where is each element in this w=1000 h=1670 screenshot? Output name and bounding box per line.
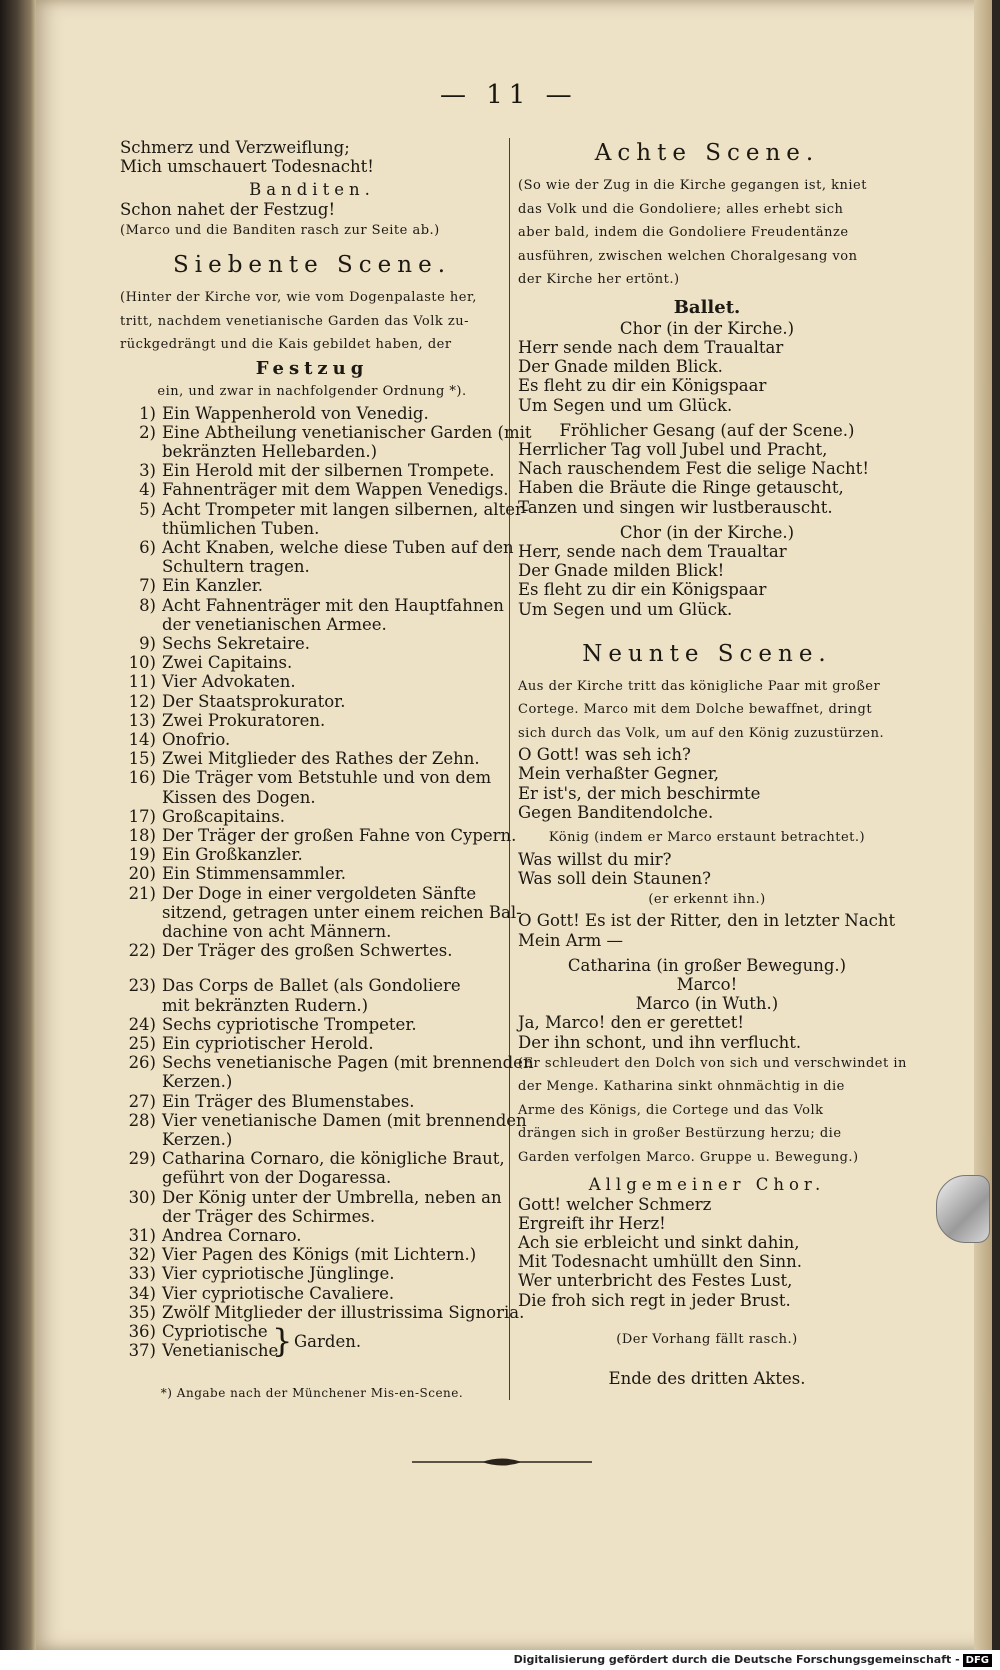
item-number: 5) <box>139 499 156 519</box>
speaker-froehlicher-gesang: Fröhlicher Gesang (auf der Scene.) <box>559 420 855 440</box>
stage-direction: Garden verfolgen Marco. Gruppe u. Bewegung.) <box>518 1149 859 1165</box>
ballet-heading: Ballet. <box>673 296 741 318</box>
item-number: 7) <box>139 576 156 596</box>
left-column <box>120 138 534 1401</box>
verse-line: Der Gnade milden Blick! <box>518 561 725 581</box>
stage-direction: der Menge. Katharina sinkt ohnmächtig in die <box>518 1079 845 1095</box>
speaker-marco: Marco (in Wuth.) <box>635 994 779 1014</box>
stage-direction: Aus der Kirche tritt das königliche Paar mit großer <box>518 678 881 694</box>
verse-line: Herr, sende nach dem Traualtar <box>518 541 787 561</box>
stage-direction: (Marco und die Banditen rasch zur Seite ab.) <box>120 222 440 238</box>
verse-line: O Gott! Es ist der Ritter, den in letzter Nacht <box>518 911 896 931</box>
speaker-chor: Chor (in der Kirche.) <box>619 318 795 338</box>
speaker-chor: Chor (in der Kirche.) <box>619 522 795 542</box>
item-text: Die Träger vom Betstuhle und von dem <box>162 768 492 788</box>
item-text: Venetianische <box>162 1341 279 1361</box>
item-number: 26) <box>128 1053 156 1073</box>
item-text: Vier Advokaten. <box>162 672 296 692</box>
stage-direction: (er erkennt ihn.) <box>648 891 766 907</box>
item-number: 29) <box>128 1149 156 1169</box>
stage-direction: der Kirche her ertönt.) <box>518 272 680 287</box>
item-text: Ein Wappenherold von Venedig. <box>162 403 429 423</box>
stage-direction: rückgedrängt und die Kais gebildet haben, der <box>120 337 452 353</box>
item-number: 34) <box>128 1283 156 1303</box>
item-number: 36) <box>128 1322 156 1342</box>
speaker-koenig: König (indem er Marco erstaunt betrachtet.) <box>548 830 866 846</box>
procession-item <box>120 442 504 461</box>
item-text: Ein Stimmensammler. <box>162 864 347 884</box>
procession-item <box>120 1034 504 1053</box>
stage-direction: (So wie der Zug in die Kirche gegangen ist, kniet <box>518 178 867 193</box>
item-number: 27) <box>128 1091 156 1111</box>
procession-item <box>120 1130 504 1149</box>
item-text: Kerzen.) <box>162 1130 233 1150</box>
procession-item <box>120 941 504 960</box>
scene-title-9: Neunte Scene. <box>582 640 832 667</box>
procession-item <box>120 596 504 615</box>
act-end: Ende des dritten Aktes. <box>608 1369 806 1389</box>
item-text: Ein cypriotischer Herold. <box>162 1034 374 1054</box>
festzug-heading: Festzug <box>255 357 369 379</box>
verse-block <box>518 338 896 415</box>
item-number: 8) <box>139 595 156 615</box>
item-text: Ein Großkanzler. <box>162 845 303 865</box>
item-text: Acht Fahnenträger mit den Hauptfahnen <box>162 595 504 615</box>
verse-line: Um Segen und um Glück. <box>518 599 733 619</box>
item-text: Schultern tragen. <box>162 557 310 577</box>
text-line: Schon nahet der Festzug! <box>120 199 336 219</box>
procession-item <box>120 461 504 480</box>
speaker-catharina: Catharina (in großer Bewegung.) <box>567 955 847 975</box>
speaker-banditen: Banditen. <box>249 180 375 200</box>
stage-direction: (Er schleudert den Dolch von sich und verschwindet in <box>518 1055 907 1071</box>
procession-item <box>120 1245 504 1264</box>
procession-item <box>120 404 504 423</box>
verse-line: Nach rauschendem Fest die selige Nacht! <box>518 459 869 479</box>
item-number: 9) <box>139 633 156 653</box>
item-text: Ein Herold mit der silbernen Trompete. <box>162 461 495 481</box>
stage-direction: drängen sich in großer Bestürzung herzu; die <box>518 1126 842 1142</box>
stage-direction: Arme des Königs, die Cortege und das Volk <box>518 1102 824 1118</box>
verse-line: Ergreift ihr Herz! <box>518 1213 666 1233</box>
text-line: Mich umschauert Todesnacht! <box>120 157 374 177</box>
item-number: 18) <box>128 825 156 845</box>
verse-line: Was willst du mir? <box>518 849 672 869</box>
verse-line: Mein Arm — <box>518 930 624 950</box>
procession-item <box>120 653 504 672</box>
ornament-divider <box>412 1455 592 1469</box>
column-divider <box>509 138 510 1400</box>
procession-item <box>120 1149 504 1168</box>
verse-line: Er ist's, der mich beschirmte <box>518 783 761 803</box>
verse-line: Der Gnade milden Blick. <box>518 357 723 377</box>
item-text: Ein Träger des Blumenstabes. <box>162 1091 415 1111</box>
item-number: 24) <box>128 1014 156 1034</box>
item-number: 11) <box>128 672 156 692</box>
item-text: Sechs Sekretaire. <box>162 633 311 653</box>
item-text: Vier venetianische Damen (mit brennenden <box>162 1110 527 1130</box>
procession-item <box>120 480 509 500</box>
item-text: Ein Kanzler. <box>162 576 264 596</box>
verse-line: Mein verhaßter Gegner, <box>518 764 720 784</box>
item-number: 30) <box>128 1187 156 1207</box>
item-text: Der Träger der großen Fahne von Cypern. <box>162 825 517 845</box>
item-text: Zwei Capitains. <box>162 653 293 673</box>
item-text: Sechs venetianische Pagen (mit brennenden <box>162 1053 534 1073</box>
garden-label: Garden. <box>294 1332 362 1352</box>
speaker-allgemeiner-chor: Allgemeiner Chor. <box>588 1175 826 1195</box>
procession-item <box>120 1092 504 1111</box>
item-number: 35) <box>128 1302 156 1322</box>
procession-item <box>120 825 517 845</box>
item-text: Onofrio. <box>162 729 231 749</box>
verse-line: Was soll dein Staunen? <box>518 868 712 888</box>
procession-list-2 <box>120 976 534 1322</box>
verse-line: Der ihn schont, und ihn verflucht. <box>518 1032 802 1052</box>
item-text: Der Doge in einer vergoldeten Sänfte <box>162 883 477 903</box>
item-text: Cypriotische <box>162 1322 268 1342</box>
procession-item <box>120 768 504 787</box>
procession-item <box>120 1207 504 1226</box>
item-text: Vier cypriotische Jünglinge. <box>162 1264 395 1284</box>
procession-item <box>120 730 504 749</box>
footer-bar <box>0 1650 1000 1670</box>
item-text: der venetianischen Armee. <box>162 614 387 634</box>
item-number: 14) <box>128 729 156 749</box>
item-text: Acht Trompeter mit langen silbernen, alter- <box>162 499 529 519</box>
item-text: mit bekränzten Rudern.) <box>162 995 369 1015</box>
procession-item <box>120 1168 504 1187</box>
stage-direction: tritt, nachdem venetianische Garden das Volk zu- <box>120 313 470 329</box>
procession-item <box>120 537 514 557</box>
verse-line: Mit Todesnacht umhüllt den Sinn. <box>518 1252 802 1272</box>
item-number: 23) <box>128 976 156 996</box>
footnote: *) Angabe nach der Münchener Mis-en-Scene. <box>160 1386 464 1401</box>
item-text: Sechs cypriotische Trompeter. <box>162 1014 417 1034</box>
item-text: Andrea Cornaro. <box>162 1226 302 1246</box>
verse-line: Um Segen und um Glück. <box>518 395 733 415</box>
footer-credit: Digitalisierung gefördert durch die Deutsche Forschungsgemeinschaft - DFG <box>514 1653 992 1667</box>
verse-line: Herrlicher Tag voll Jubel und Pracht, <box>518 439 828 459</box>
item-number: 12) <box>128 691 156 711</box>
item-text: Kissen des Dogen. <box>162 787 316 807</box>
scene-title-8: Achte Scene. <box>594 140 820 166</box>
procession-item <box>120 902 522 922</box>
procession-item <box>120 519 504 538</box>
brace: } <box>272 1322 293 1361</box>
item-number: 32) <box>128 1245 156 1265</box>
item-text: dachine von acht Männern. <box>162 922 392 941</box>
procession-item <box>120 807 504 826</box>
procession-item <box>120 1284 504 1303</box>
procession-item <box>120 1188 504 1207</box>
paper-clip <box>936 1175 990 1243</box>
page-number: — 11 — <box>440 80 578 110</box>
garden-group <box>120 1322 504 1362</box>
verse-line: Gegen Banditendolche. <box>518 802 714 822</box>
verse-line: Wer unterbricht des Festes Lust, <box>518 1271 793 1291</box>
item-number: 3) <box>139 461 156 481</box>
procession-item <box>120 845 504 864</box>
item-number: 19) <box>128 845 156 865</box>
stage-direction: ausführen, zwischen welchen Choralgesang von <box>518 248 858 264</box>
verse-line: Es fleht zu dir ein Königspaar <box>518 580 767 600</box>
item-text: Fahnenträger mit dem Wappen Venedigs. <box>162 480 509 500</box>
item-number: 6) <box>139 537 156 557</box>
item-number: 22) <box>128 941 156 961</box>
procession-item <box>120 711 504 730</box>
item-number: 2) <box>139 422 156 442</box>
procession-item <box>120 976 504 995</box>
item-number: 16) <box>128 768 156 788</box>
procession-item <box>120 1226 504 1245</box>
stage-direction: das Volk und die Gondoliere; alles erhebt sich <box>518 201 844 217</box>
verse-line: O Gott! was seh ich? <box>518 745 691 765</box>
verse-line: Herr sende nach dem Traualtar <box>518 337 784 357</box>
procession-item <box>120 634 504 653</box>
stage-direction: (Der Vorhang fällt rasch.) <box>616 1331 798 1347</box>
item-number: 31) <box>128 1226 156 1246</box>
stage-direction: aber bald, indem die Gondoliere Freudentänze <box>518 225 849 240</box>
procession-item <box>120 864 504 883</box>
procession-item <box>120 499 529 519</box>
procession-item <box>120 749 504 768</box>
verse-line: Gott! welcher Schmerz <box>518 1194 712 1214</box>
scene-title-7: Siebente Scene. <box>172 252 452 279</box>
item-number: 4) <box>139 480 156 500</box>
item-text: Zwei Mitglieder des Rathes der Zehn. <box>162 749 480 769</box>
verse-line: Es fleht zu dir ein Königspaar <box>518 376 767 396</box>
item-text: der Träger des Schirmes. <box>162 1206 376 1226</box>
procession-item <box>120 615 504 634</box>
item-text: thümlichen Tuben. <box>162 518 320 538</box>
verse-line: Haben die Bräute die Ringe getauscht, <box>518 478 844 498</box>
procession-item <box>120 996 504 1015</box>
item-number: 1) <box>139 403 156 423</box>
verse-line: Marco! <box>676 975 738 995</box>
item-number: 21) <box>128 883 156 903</box>
item-text: Der Träger des großen Schwertes. <box>162 941 453 961</box>
item-number: 10) <box>128 653 156 673</box>
item-text: Eine Abtheilung venetianischer Garden (mit <box>162 422 532 442</box>
item-number: 15) <box>128 749 156 769</box>
procession-item <box>120 576 504 595</box>
item-text: Das Corps de Ballet (als Gondoliere <box>162 976 461 996</box>
procession-item <box>120 788 504 807</box>
procession-item <box>120 557 504 576</box>
procession-item <box>120 1015 504 1034</box>
item-number: 37) <box>128 1341 156 1361</box>
verse-line: Ja, Marco! den er gerettet! <box>518 1013 744 1033</box>
procession-item <box>120 922 504 941</box>
item-text: Der König unter der Umbrella, neben an <box>162 1187 502 1207</box>
item-number: 20) <box>128 864 156 884</box>
item-text: Zwölf Mitglieder der illustrissima Signoria. <box>162 1302 525 1322</box>
procession-item <box>120 1302 525 1322</box>
item-text: Vier Pagen des Königs (mit Lichtern.) <box>162 1245 477 1265</box>
procession-item <box>120 1072 504 1091</box>
verse-line: Tanzen und singen wir lustberauscht. <box>518 497 833 517</box>
item-text: geführt von der Dogaressa. <box>162 1168 392 1188</box>
item-number: 33) <box>128 1264 156 1284</box>
procession-item <box>120 1110 527 1130</box>
verse-line: Ach sie erbleicht und sinkt dahin, <box>518 1233 800 1252</box>
procession-item <box>120 422 532 442</box>
item-text: Zwei Prokuratoren. <box>162 710 326 730</box>
procession-item <box>120 672 504 691</box>
item-text: Vier cypriotische Cavaliere. <box>162 1283 395 1303</box>
item-text: Kerzen.) <box>162 1072 233 1092</box>
verse-line: Die froh sich regt in jeder Brust. <box>518 1290 791 1310</box>
stage-direction: (Hinter der Kirche vor, wie vom Dogenpalaste her, <box>120 290 477 306</box>
item-text: Der Staatsprokurator. <box>162 691 346 711</box>
procession-item <box>120 1264 504 1283</box>
item-number: 17) <box>128 806 156 826</box>
stage-direction: sich durch das Volk, um auf den König zuzustürzen. <box>518 725 885 741</box>
item-number: 13) <box>128 710 156 730</box>
item-text: sitzend, getragen unter einem reichen Bal- <box>162 902 522 922</box>
item-text: Acht Knaben, welche diese Tuben auf den <box>162 537 514 557</box>
stage-direction: Cortege. Marco mit dem Dolche bewaffnet, dringt <box>518 702 873 718</box>
procession-item <box>120 1053 534 1073</box>
item-text: Großcapitains. <box>162 806 286 826</box>
page-edge <box>974 0 992 1650</box>
item-text: Catharina Cornaro, die königliche Braut, <box>162 1149 505 1169</box>
book-spine <box>0 0 36 1670</box>
item-number: 28) <box>128 1110 156 1130</box>
procession-item <box>120 884 504 903</box>
stage-direction: ein, und zwar in nachfolgender Ordnung *). <box>157 384 467 400</box>
right-column <box>518 138 907 1389</box>
text-line: Schmerz und Verzweiflung; <box>120 138 350 157</box>
item-text: bekränzten Hellebarden.) <box>162 441 378 461</box>
item-number: 25) <box>128 1034 156 1054</box>
procession-list <box>120 403 532 961</box>
dfg-logo: DFG <box>963 1654 992 1667</box>
procession-item <box>120 692 504 711</box>
